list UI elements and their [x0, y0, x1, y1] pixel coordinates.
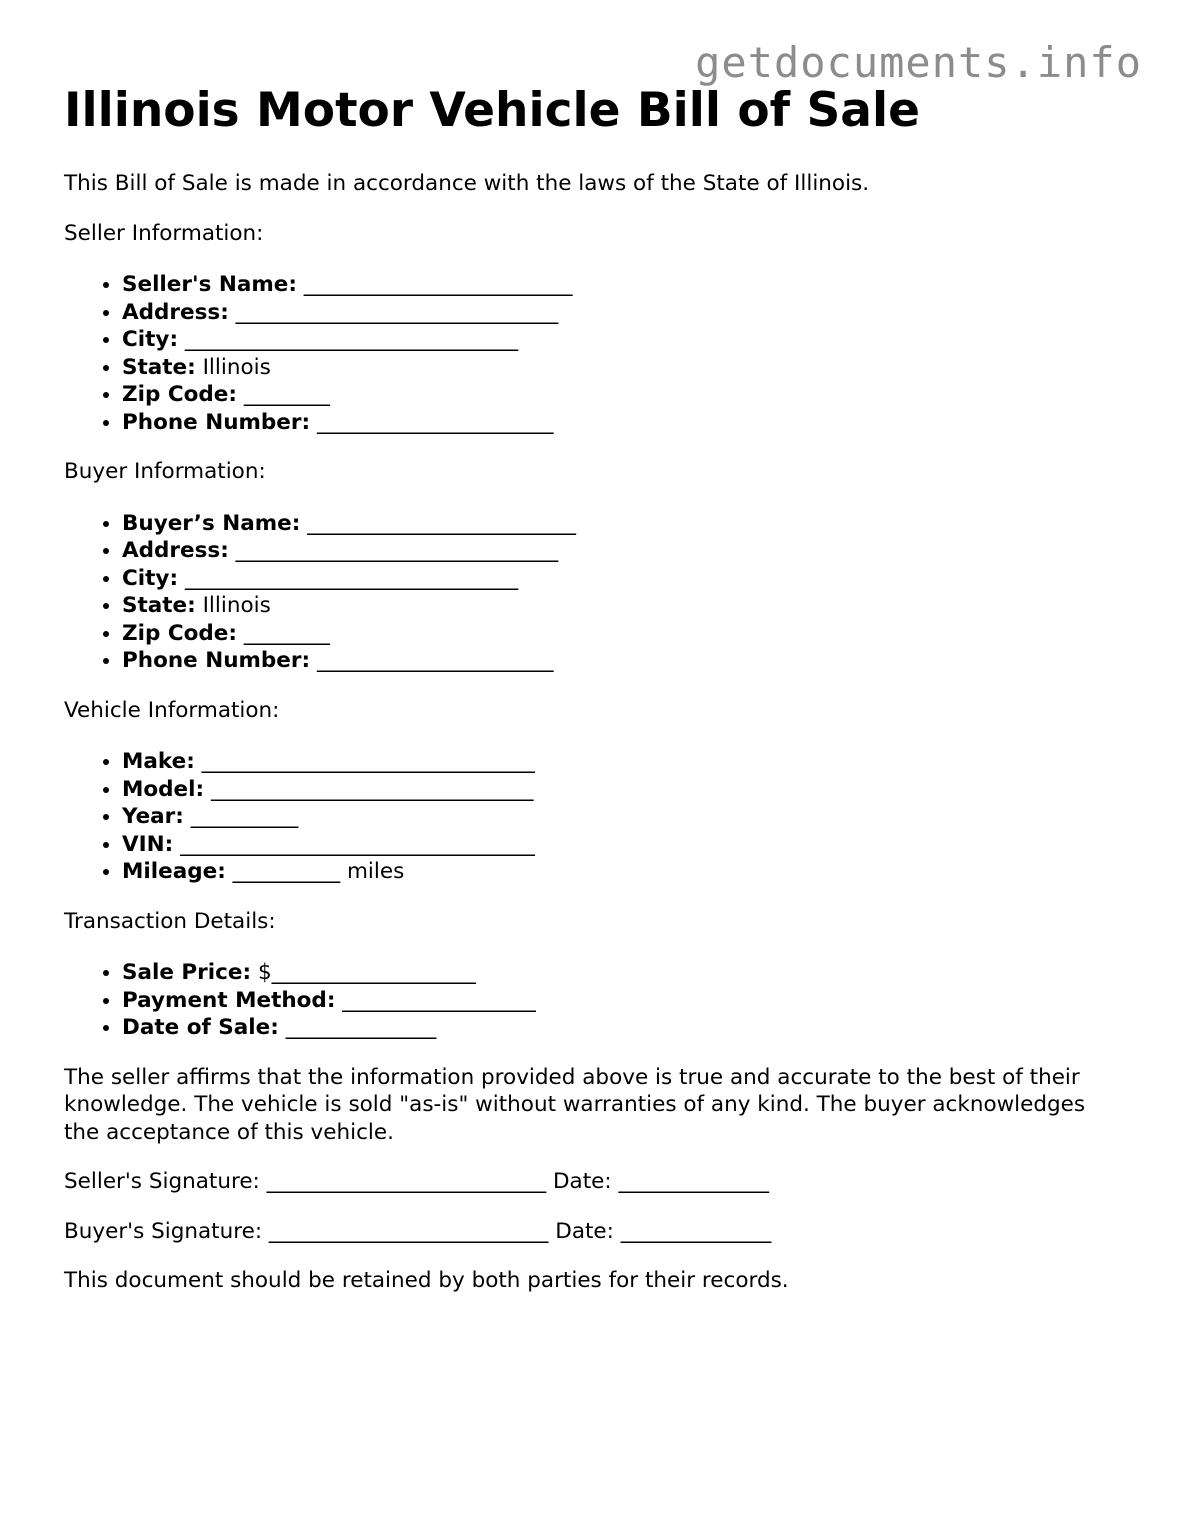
field-blank[interactable]: ________ [243, 382, 330, 407]
seller-phone-field [122, 409, 1124, 437]
date-blank[interactable]: ______________ [618, 1169, 769, 1194]
field-blank[interactable]: ______________________________ [235, 538, 559, 563]
vehicle-make-field [122, 748, 1124, 776]
seller-fields [64, 271, 1124, 436]
field-label: Zip Code: [122, 382, 237, 407]
buyer-state-field [122, 592, 1124, 620]
buyer-phone-field [122, 647, 1124, 675]
field-label: VIN: [122, 831, 174, 857]
field-label: Model: [122, 776, 205, 802]
field-label: Zip Code: [122, 620, 237, 646]
seller-address-field [122, 299, 1124, 327]
signature-label: Seller's Signature: [64, 1169, 260, 1194]
date-of-sale-field [122, 1014, 1124, 1042]
field-label: Make: [122, 749, 195, 774]
vehicle-vin-field [122, 831, 1124, 859]
field-blank[interactable]: ______________________ [316, 648, 554, 673]
seller-signature-line [64, 1168, 1124, 1196]
affirmation-text: The seller affirms that the information provided above is true and accurate to the best of their knowledge. The vehicle is sold "as-is" without warranties of any kind. The buyer acknowledges the acceptance of this vehicle. [64, 1064, 1086, 1145]
mileage-unit: miles [346, 859, 405, 884]
date-blank[interactable]: ______________ [620, 1218, 772, 1244]
field-label: Address: [122, 538, 229, 563]
field-blank[interactable]: _______________________________ [184, 327, 519, 352]
field-blank[interactable]: _______________________________ [201, 749, 535, 774]
field-label: Date of Sale: [122, 1015, 279, 1040]
buyer-section-heading: Buyer Information: [64, 459, 266, 484]
sale-price-field [122, 959, 1124, 987]
field-label: State: [122, 354, 196, 380]
seller-section-heading: Seller Information: [64, 220, 264, 246]
payment-method-field [122, 987, 1124, 1015]
field-label: Buyer’s Name: [122, 510, 301, 536]
document-page [64, 80, 1124, 1295]
field-label: Mileage: [122, 859, 226, 884]
signature-label: Buyer's Signature: [64, 1218, 263, 1244]
date-label: Date: [553, 1169, 612, 1194]
buyer-name-field [122, 510, 1124, 538]
field-blank[interactable]: _________________________ [307, 510, 576, 536]
buyer-signature-line [64, 1218, 1124, 1246]
vehicle-mileage-field [122, 858, 1124, 886]
seller-city-field [122, 326, 1124, 354]
date-label: Date: [555, 1218, 614, 1244]
vehicle-fields [64, 748, 1124, 886]
field-label: City: [122, 565, 179, 591]
field-label: Payment Method: [122, 987, 336, 1013]
vehicle-year-field [122, 803, 1124, 831]
seller-name-field [122, 271, 1124, 299]
buyer-address-field [122, 537, 1124, 565]
field-blank[interactable]: ______________________________ [235, 299, 559, 325]
field-value: Illinois [202, 354, 271, 380]
signature-blank[interactable]: __________________________ [268, 1218, 549, 1244]
field-blank[interactable]: ______________ [285, 1015, 437, 1040]
field-label: Year: [122, 804, 184, 829]
field-label: State: [122, 593, 196, 618]
field-blank[interactable]: $___________________ [257, 960, 476, 985]
watermark: getdocuments.info [695, 38, 1142, 87]
field-label: Address: [122, 299, 229, 325]
field-blank[interactable]: ________ [243, 620, 330, 646]
closing-text: This document should be retained by both parties for their records. [64, 1268, 789, 1293]
vehicle-model-field [122, 776, 1124, 804]
field-blank[interactable]: __________ [190, 804, 299, 829]
vehicle-section-heading: Vehicle Information: [64, 697, 280, 723]
buyer-city-field [122, 565, 1124, 593]
field-blank[interactable]: __________ [232, 859, 341, 884]
buyer-fields [64, 510, 1124, 675]
seller-state-field [122, 354, 1124, 382]
field-blank[interactable]: _______________________________ [184, 565, 519, 591]
field-label: Seller's Name: [122, 272, 297, 297]
field-blank[interactable]: _________________________________ [180, 831, 535, 857]
document-title: Illinois Motor Vehicle Bill of Sale [64, 83, 921, 138]
field-value: Illinois [202, 593, 271, 618]
field-label: Phone Number: [122, 648, 311, 673]
buyer-zip-field [122, 620, 1124, 648]
field-blank[interactable]: ______________________________ [210, 776, 534, 802]
intro-text: This Bill of Sale is made in accordance with the laws of the State of Illinois. [64, 171, 870, 196]
field-label: Phone Number: [122, 409, 311, 435]
field-label: City: [122, 327, 179, 352]
field-label: Sale Price: [122, 960, 252, 985]
field-blank[interactable]: _________________________ [303, 272, 573, 297]
field-blank[interactable]: __________________ [342, 987, 536, 1013]
seller-zip-field [122, 381, 1124, 409]
transaction-fields [64, 959, 1124, 1042]
signature-blank[interactable]: __________________________ [266, 1169, 547, 1194]
field-blank[interactable]: ______________________ [316, 409, 554, 435]
transaction-section-heading: Transaction Details: [64, 908, 276, 934]
